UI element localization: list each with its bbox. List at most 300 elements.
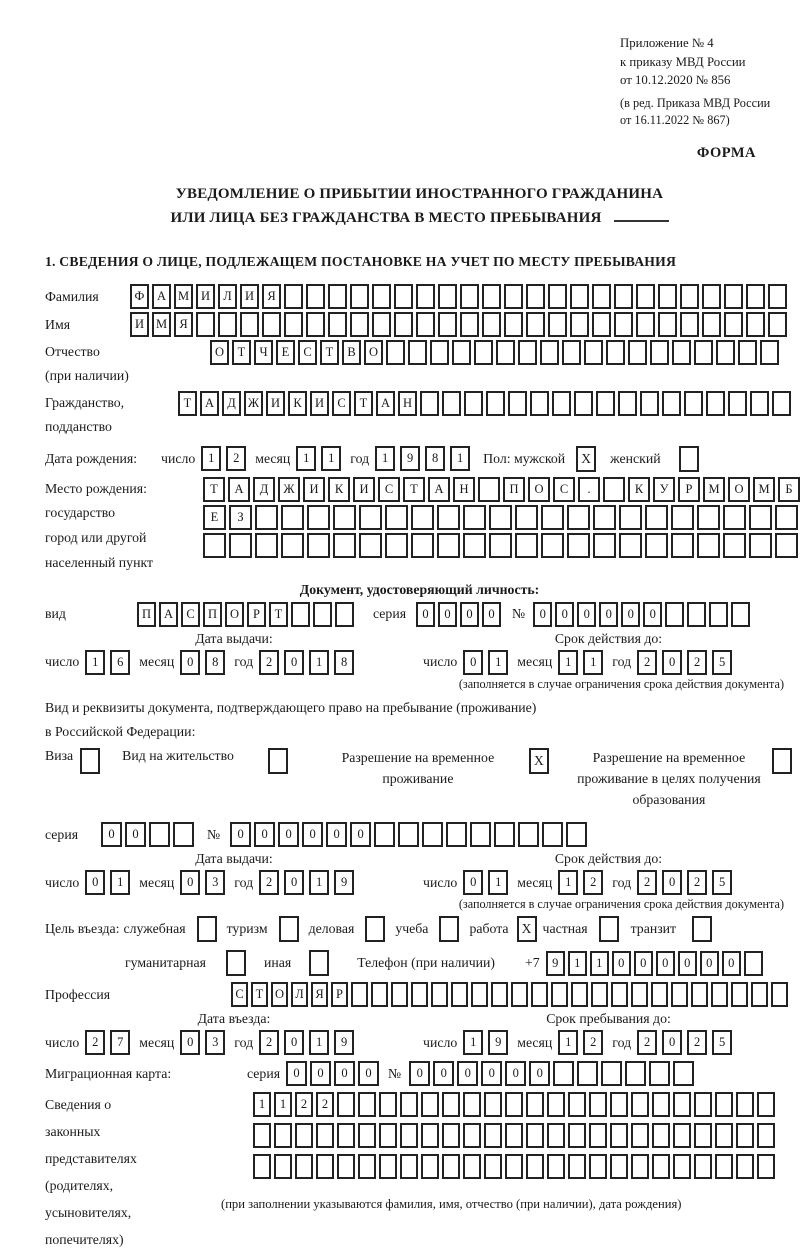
purpose-private-checkbox[interactable]: [599, 916, 619, 942]
char-cell[interactable]: [614, 284, 633, 309]
char-cell[interactable]: [351, 982, 368, 1007]
char-cell[interactable]: [421, 1092, 439, 1117]
char-cell[interactable]: [568, 1092, 586, 1117]
char-cell[interactable]: [463, 505, 486, 530]
char-cell[interactable]: С: [553, 477, 575, 502]
char-cell[interactable]: Ж: [244, 391, 263, 416]
char-cell[interactable]: [333, 505, 356, 530]
char-cell[interactable]: 2: [259, 870, 279, 895]
char-cell[interactable]: [738, 340, 757, 365]
char-cell[interactable]: [715, 1123, 733, 1148]
char-cell[interactable]: 0: [529, 1061, 550, 1086]
char-cell[interactable]: [618, 391, 637, 416]
char-cell[interactable]: [394, 284, 413, 309]
char-cell[interactable]: [589, 1123, 607, 1148]
char-cell[interactable]: [625, 1061, 646, 1086]
char-cell[interactable]: [420, 391, 439, 416]
char-cell[interactable]: [359, 505, 382, 530]
char-cell[interactable]: 0: [643, 602, 662, 627]
char-cell[interactable]: 3: [205, 870, 225, 895]
char-cell[interactable]: [749, 533, 772, 558]
char-cell[interactable]: [526, 1154, 544, 1179]
char-cell[interactable]: [746, 312, 765, 337]
char-cell[interactable]: [610, 1092, 628, 1117]
char-cell[interactable]: [337, 1092, 355, 1117]
char-cell[interactable]: Я: [174, 312, 193, 337]
char-cell[interactable]: 1: [488, 870, 508, 895]
char-cell[interactable]: [540, 340, 559, 365]
char-cell[interactable]: М: [174, 284, 193, 309]
char-cell[interactable]: [379, 1092, 397, 1117]
char-cell[interactable]: [306, 312, 325, 337]
char-cell[interactable]: 1: [558, 870, 578, 895]
char-cell[interactable]: 1: [321, 446, 341, 471]
char-cell[interactable]: [437, 533, 460, 558]
char-cell[interactable]: [715, 1154, 733, 1179]
char-cell[interactable]: [491, 982, 508, 1007]
char-cell[interactable]: 0: [678, 951, 697, 976]
char-cell[interactable]: 5: [712, 870, 732, 895]
char-cell[interactable]: 0: [460, 602, 479, 627]
char-cell[interactable]: [253, 1123, 271, 1148]
char-cell[interactable]: [295, 1123, 313, 1148]
char-cell[interactable]: 0: [481, 1061, 502, 1086]
visa-checkbox[interactable]: [80, 748, 100, 774]
char-cell[interactable]: [684, 391, 703, 416]
char-cell[interactable]: [553, 1061, 574, 1086]
char-cell[interactable]: [416, 312, 435, 337]
char-cell[interactable]: А: [200, 391, 219, 416]
char-cell[interactable]: А: [159, 602, 178, 627]
char-cell[interactable]: 2: [583, 1030, 603, 1055]
char-cell[interactable]: [333, 533, 356, 558]
char-cell[interactable]: О: [528, 477, 550, 502]
char-cell[interactable]: 0: [284, 1030, 304, 1055]
char-cell[interactable]: [596, 391, 615, 416]
char-cell[interactable]: [416, 284, 435, 309]
char-cell[interactable]: [430, 340, 449, 365]
gender-male-checkbox[interactable]: X: [576, 446, 596, 472]
char-cell[interactable]: [570, 312, 589, 337]
char-cell[interactable]: [649, 1061, 670, 1086]
char-cell[interactable]: [711, 982, 728, 1007]
char-cell[interactable]: 0: [463, 870, 483, 895]
char-cell[interactable]: [562, 340, 581, 365]
char-cell[interactable]: П: [503, 477, 525, 502]
char-cell[interactable]: 1: [296, 446, 316, 471]
char-cell[interactable]: [328, 284, 347, 309]
char-cell[interactable]: Ч: [254, 340, 273, 365]
char-cell[interactable]: [694, 1092, 712, 1117]
char-cell[interactable]: Н: [398, 391, 417, 416]
char-cell[interactable]: [335, 602, 354, 627]
char-cell[interactable]: [652, 1092, 670, 1117]
char-cell[interactable]: [771, 982, 788, 1007]
char-cell[interactable]: Т: [203, 477, 225, 502]
char-cell[interactable]: [744, 951, 763, 976]
char-cell[interactable]: 1: [253, 1092, 271, 1117]
char-cell[interactable]: [567, 533, 590, 558]
char-cell[interactable]: Б: [778, 477, 800, 502]
char-cell[interactable]: [471, 982, 488, 1007]
char-cell[interactable]: 0: [457, 1061, 478, 1086]
char-cell[interactable]: О: [225, 602, 244, 627]
char-cell[interactable]: [451, 982, 468, 1007]
char-cell[interactable]: 2: [259, 1030, 279, 1055]
char-cell[interactable]: О: [364, 340, 383, 365]
char-cell[interactable]: 2: [687, 1030, 707, 1055]
char-cell[interactable]: 9: [334, 870, 354, 895]
char-cell[interactable]: [484, 1092, 502, 1117]
char-cell[interactable]: [716, 340, 735, 365]
char-cell[interactable]: [650, 340, 669, 365]
char-cell[interactable]: [658, 312, 677, 337]
char-cell[interactable]: [149, 822, 170, 847]
char-cell[interactable]: [589, 1154, 607, 1179]
char-cell[interactable]: 0: [180, 650, 200, 675]
char-cell[interactable]: [463, 1154, 481, 1179]
char-cell[interactable]: С: [378, 477, 400, 502]
char-cell[interactable]: [530, 391, 549, 416]
char-cell[interactable]: М: [753, 477, 775, 502]
char-cell[interactable]: 2: [687, 870, 707, 895]
char-cell[interactable]: [196, 312, 215, 337]
char-cell[interactable]: [671, 982, 688, 1007]
char-cell[interactable]: Р: [678, 477, 700, 502]
char-cell[interactable]: [422, 822, 443, 847]
char-cell[interactable]: [274, 1154, 292, 1179]
char-cell[interactable]: [173, 822, 194, 847]
char-cell[interactable]: [631, 1092, 649, 1117]
char-cell[interactable]: 2: [637, 650, 657, 675]
char-cell[interactable]: [571, 982, 588, 1007]
char-cell[interactable]: [672, 340, 691, 365]
char-cell[interactable]: [337, 1154, 355, 1179]
char-cell[interactable]: [253, 1154, 271, 1179]
char-cell[interactable]: [372, 284, 391, 309]
char-cell[interactable]: 9: [546, 951, 565, 976]
char-cell[interactable]: Т: [403, 477, 425, 502]
char-cell[interactable]: И: [196, 284, 215, 309]
char-cell[interactable]: 2: [583, 870, 603, 895]
char-cell[interactable]: [750, 391, 769, 416]
char-cell[interactable]: [680, 284, 699, 309]
char-cell[interactable]: И: [130, 312, 149, 337]
char-cell[interactable]: А: [152, 284, 171, 309]
char-cell[interactable]: И: [266, 391, 285, 416]
char-cell[interactable]: 1: [309, 650, 329, 675]
char-cell[interactable]: [631, 1123, 649, 1148]
char-cell[interactable]: [489, 505, 512, 530]
char-cell[interactable]: 1: [488, 650, 508, 675]
char-cell[interactable]: [463, 533, 486, 558]
char-cell[interactable]: [636, 312, 655, 337]
char-cell[interactable]: 0: [125, 822, 146, 847]
char-cell[interactable]: [496, 340, 515, 365]
char-cell[interactable]: С: [298, 340, 317, 365]
char-cell[interactable]: [379, 1123, 397, 1148]
char-cell[interactable]: [478, 477, 500, 502]
char-cell[interactable]: [284, 284, 303, 309]
char-cell[interactable]: О: [210, 340, 229, 365]
char-cell[interactable]: [619, 533, 642, 558]
residence-permit-checkbox[interactable]: [268, 748, 288, 774]
char-cell[interactable]: [567, 505, 590, 530]
char-cell[interactable]: [652, 1123, 670, 1148]
char-cell[interactable]: [489, 533, 512, 558]
char-cell[interactable]: В: [342, 340, 361, 365]
char-cell[interactable]: [636, 284, 655, 309]
char-cell[interactable]: 0: [482, 602, 501, 627]
char-cell[interactable]: 0: [438, 602, 457, 627]
char-cell[interactable]: [295, 1154, 313, 1179]
purpose-tourism-checkbox[interactable]: [279, 916, 299, 942]
char-cell[interactable]: [673, 1092, 691, 1117]
purpose-other-checkbox[interactable]: [309, 950, 329, 976]
char-cell[interactable]: [421, 1154, 439, 1179]
char-cell[interactable]: 0: [463, 650, 483, 675]
char-cell[interactable]: 1: [309, 1030, 329, 1055]
char-cell[interactable]: 1: [375, 446, 395, 471]
char-cell[interactable]: [592, 312, 611, 337]
char-cell[interactable]: П: [137, 602, 156, 627]
char-cell[interactable]: [313, 602, 332, 627]
char-cell[interactable]: [307, 505, 330, 530]
char-cell[interactable]: 1: [463, 1030, 483, 1055]
char-cell[interactable]: [358, 1123, 376, 1148]
char-cell[interactable]: [526, 1092, 544, 1117]
char-cell[interactable]: [547, 1092, 565, 1117]
char-cell[interactable]: [601, 1061, 622, 1086]
char-cell[interactable]: Т: [178, 391, 197, 416]
char-cell[interactable]: 0: [662, 870, 682, 895]
char-cell[interactable]: Р: [247, 602, 266, 627]
char-cell[interactable]: [757, 1154, 775, 1179]
char-cell[interactable]: [768, 284, 787, 309]
char-cell[interactable]: [577, 1061, 598, 1086]
char-cell[interactable]: [731, 982, 748, 1007]
char-cell[interactable]: Т: [269, 602, 288, 627]
char-cell[interactable]: Л: [218, 284, 237, 309]
char-cell[interactable]: [438, 284, 457, 309]
char-cell[interactable]: [411, 533, 434, 558]
char-cell[interactable]: [775, 505, 798, 530]
char-cell[interactable]: 8: [205, 650, 225, 675]
char-cell[interactable]: Л: [291, 982, 308, 1007]
char-cell[interactable]: 1: [85, 650, 105, 675]
char-cell[interactable]: [731, 602, 750, 627]
char-cell[interactable]: [772, 391, 791, 416]
char-cell[interactable]: [568, 1154, 586, 1179]
char-cell[interactable]: [694, 340, 713, 365]
char-cell[interactable]: [262, 312, 281, 337]
char-cell[interactable]: [671, 505, 694, 530]
char-cell[interactable]: 0: [180, 870, 200, 895]
char-cell[interactable]: 1: [590, 951, 609, 976]
char-cell[interactable]: [394, 312, 413, 337]
char-cell[interactable]: [281, 533, 304, 558]
char-cell[interactable]: [531, 982, 548, 1007]
char-cell[interactable]: Р: [331, 982, 348, 1007]
char-cell[interactable]: [614, 312, 633, 337]
char-cell[interactable]: [665, 602, 684, 627]
char-cell[interactable]: [408, 340, 427, 365]
char-cell[interactable]: 2: [226, 446, 246, 471]
char-cell[interactable]: 8: [425, 446, 445, 471]
purpose-work-checkbox[interactable]: X: [517, 916, 537, 942]
char-cell[interactable]: Е: [203, 505, 226, 530]
char-cell[interactable]: 1: [309, 870, 329, 895]
char-cell[interactable]: [379, 1154, 397, 1179]
char-cell[interactable]: 1: [110, 870, 130, 895]
purpose-humanitarian-checkbox[interactable]: [226, 950, 246, 976]
char-cell[interactable]: [584, 340, 603, 365]
char-cell[interactable]: [574, 391, 593, 416]
char-cell[interactable]: [746, 284, 765, 309]
char-cell[interactable]: [431, 982, 448, 1007]
char-cell[interactable]: [548, 312, 567, 337]
char-cell[interactable]: [736, 1123, 754, 1148]
char-cell[interactable]: [645, 505, 668, 530]
purpose-official-checkbox[interactable]: [197, 916, 217, 942]
char-cell[interactable]: 9: [334, 1030, 354, 1055]
char-cell[interactable]: [505, 1092, 523, 1117]
char-cell[interactable]: [631, 1154, 649, 1179]
char-cell[interactable]: [203, 533, 226, 558]
char-cell[interactable]: [702, 312, 721, 337]
char-cell[interactable]: [371, 982, 388, 1007]
char-cell[interactable]: И: [240, 284, 259, 309]
char-cell[interactable]: [421, 1123, 439, 1148]
char-cell[interactable]: [359, 533, 382, 558]
char-cell[interactable]: [673, 1061, 694, 1086]
gender-female-checkbox[interactable]: [679, 446, 699, 472]
char-cell[interactable]: [229, 533, 252, 558]
char-cell[interactable]: [328, 312, 347, 337]
char-cell[interactable]: [631, 982, 648, 1007]
char-cell[interactable]: [658, 284, 677, 309]
char-cell[interactable]: [463, 1123, 481, 1148]
char-cell[interactable]: [749, 505, 772, 530]
char-cell[interactable]: [281, 505, 304, 530]
char-cell[interactable]: 3: [205, 1030, 225, 1055]
char-cell[interactable]: 1: [558, 650, 578, 675]
char-cell[interactable]: [593, 505, 616, 530]
char-cell[interactable]: [751, 982, 768, 1007]
char-cell[interactable]: [350, 284, 369, 309]
char-cell[interactable]: [697, 533, 720, 558]
char-cell[interactable]: 1: [450, 446, 470, 471]
char-cell[interactable]: 9: [400, 446, 420, 471]
char-cell[interactable]: 0: [334, 1061, 355, 1086]
char-cell[interactable]: Т: [251, 982, 268, 1007]
char-cell[interactable]: 0: [555, 602, 574, 627]
char-cell[interactable]: [757, 1092, 775, 1117]
char-cell[interactable]: 1: [558, 1030, 578, 1055]
temp-residence-checkbox[interactable]: X: [529, 748, 549, 774]
char-cell[interactable]: [593, 533, 616, 558]
char-cell[interactable]: 0: [722, 951, 741, 976]
char-cell[interactable]: [724, 312, 743, 337]
char-cell[interactable]: 2: [85, 1030, 105, 1055]
char-cell[interactable]: 0: [533, 602, 552, 627]
char-cell[interactable]: 1: [583, 650, 603, 675]
char-cell[interactable]: К: [628, 477, 650, 502]
temp-residence-education-checkbox[interactable]: [772, 748, 792, 774]
char-cell[interactable]: [511, 982, 528, 1007]
char-cell[interactable]: [589, 1092, 607, 1117]
char-cell[interactable]: [715, 1092, 733, 1117]
char-cell[interactable]: [694, 1154, 712, 1179]
char-cell[interactable]: [400, 1154, 418, 1179]
char-cell[interactable]: [757, 1123, 775, 1148]
char-cell[interactable]: Ж: [278, 477, 300, 502]
char-cell[interactable]: 0: [409, 1061, 430, 1086]
char-cell[interactable]: 0: [326, 822, 347, 847]
char-cell[interactable]: [526, 1123, 544, 1148]
char-cell[interactable]: 0: [358, 1061, 379, 1086]
char-cell[interactable]: [484, 1123, 502, 1148]
char-cell[interactable]: 0: [656, 951, 675, 976]
char-cell[interactable]: [446, 822, 467, 847]
char-cell[interactable]: 0: [254, 822, 275, 847]
char-cell[interactable]: [411, 982, 428, 1007]
char-cell[interactable]: [640, 391, 659, 416]
char-cell[interactable]: [385, 505, 408, 530]
char-cell[interactable]: [316, 1123, 334, 1148]
char-cell[interactable]: 6: [110, 650, 130, 675]
char-cell[interactable]: [411, 505, 434, 530]
char-cell[interactable]: [374, 822, 395, 847]
char-cell[interactable]: 0: [278, 822, 299, 847]
char-cell[interactable]: [255, 533, 278, 558]
char-cell[interactable]: 0: [350, 822, 371, 847]
char-cell[interactable]: 0: [310, 1061, 331, 1086]
char-cell[interactable]: [768, 312, 787, 337]
char-cell[interactable]: 2: [295, 1092, 313, 1117]
char-cell[interactable]: 5: [712, 1030, 732, 1055]
char-cell[interactable]: [482, 284, 501, 309]
char-cell[interactable]: [606, 340, 625, 365]
char-cell[interactable]: [697, 505, 720, 530]
char-cell[interactable]: [551, 982, 568, 1007]
char-cell[interactable]: [442, 1123, 460, 1148]
char-cell[interactable]: [694, 1123, 712, 1148]
char-cell[interactable]: [724, 284, 743, 309]
char-cell[interactable]: [306, 284, 325, 309]
char-cell[interactable]: З: [229, 505, 252, 530]
char-cell[interactable]: 0: [286, 1061, 307, 1086]
purpose-transit-checkbox[interactable]: [692, 916, 712, 942]
char-cell[interactable]: О: [728, 477, 750, 502]
char-cell[interactable]: [673, 1123, 691, 1148]
char-cell[interactable]: [611, 982, 628, 1007]
char-cell[interactable]: [592, 284, 611, 309]
char-cell[interactable]: 0: [599, 602, 618, 627]
char-cell[interactable]: [775, 533, 798, 558]
char-cell[interactable]: Н: [453, 477, 475, 502]
char-cell[interactable]: [548, 284, 567, 309]
char-cell[interactable]: [591, 982, 608, 1007]
char-cell[interactable]: [484, 1154, 502, 1179]
char-cell[interactable]: О: [271, 982, 288, 1007]
char-cell[interactable]: А: [376, 391, 395, 416]
char-cell[interactable]: [673, 1154, 691, 1179]
char-cell[interactable]: Д: [253, 477, 275, 502]
char-cell[interactable]: [671, 533, 694, 558]
char-cell[interactable]: Я: [262, 284, 281, 309]
char-cell[interactable]: [541, 533, 564, 558]
